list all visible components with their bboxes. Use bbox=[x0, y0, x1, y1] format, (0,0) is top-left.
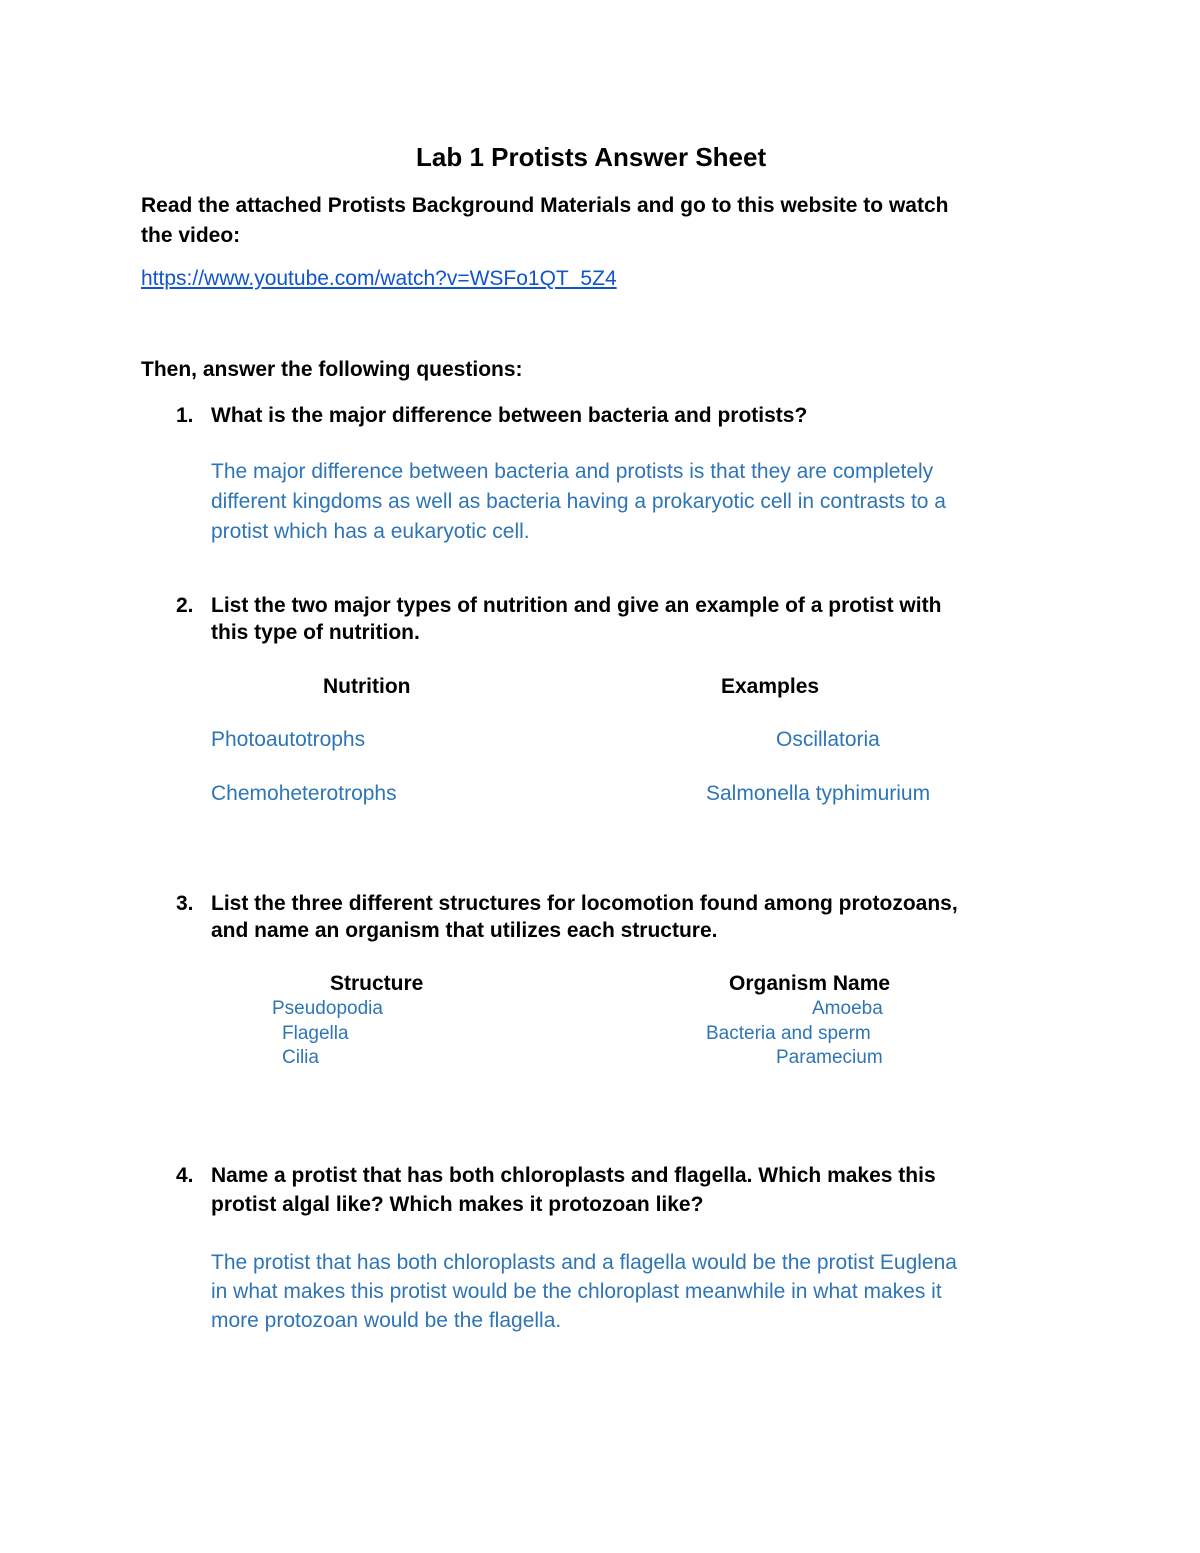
page-title: Lab 1 Protists Answer Sheet bbox=[416, 142, 767, 172]
q2-number: 2. bbox=[176, 594, 194, 617]
q2-question-line-1: List the two major types of nutrition and give an example of a protist with bbox=[211, 594, 942, 617]
q4-question-line-2: protist algal like? Which makes it protozoan like? bbox=[211, 1193, 704, 1216]
q3-header-structure: Structure bbox=[330, 972, 424, 995]
intro-line-2: the video: bbox=[141, 224, 241, 247]
q3-row-3-organism: Paramecium bbox=[776, 1047, 883, 1068]
q4-answer-line-2: in what makes this protist would be the chloroplast meanwhile in what makes it bbox=[211, 1280, 942, 1303]
q3-header-organism: Organism Name bbox=[729, 972, 891, 995]
q3-number: 3. bbox=[176, 892, 194, 915]
q3-row-1-structure: Pseudopodia bbox=[272, 998, 383, 1019]
q4-question-line-1: Name a protist that has both chloroplasts and flagella. Which makes this bbox=[211, 1164, 936, 1187]
q4-number: 4. bbox=[176, 1164, 194, 1187]
q1-answer-line-3: protist which has a eukaryotic cell. bbox=[211, 520, 530, 543]
q2-row-1-example: Oscillatoria bbox=[776, 728, 880, 751]
q1-answer-line-1: The major difference between bacteria and protists is that they are completely bbox=[211, 460, 934, 483]
q3-row-3-structure: Cilia bbox=[282, 1047, 319, 1068]
q1-question: What is the major difference between bacteria and protists? bbox=[211, 404, 808, 427]
q2-row-2-nutrition: Chemoheterotrophs bbox=[211, 782, 397, 805]
q3-question-line-2: and name an organism that utilizes each structure. bbox=[211, 919, 718, 942]
q3-row-1-organism: Amoeba bbox=[812, 998, 883, 1019]
instructions: Then, answer the following questions: bbox=[141, 358, 523, 381]
q2-header-examples: Examples bbox=[721, 675, 820, 698]
q4-answer-line-1: The protist that has both chloroplasts and a flagella would be the protist Euglena bbox=[211, 1251, 957, 1274]
q1-answer-line-2: different kingdoms as well as bacteria having a prokaryotic cell in contrasts to a bbox=[211, 490, 946, 513]
intro-line-1: Read the attached Protists Background Materials and go to this website to watch bbox=[141, 194, 949, 217]
q2-row-2-example: Salmonella typhimurium bbox=[706, 782, 931, 805]
q4-answer-line-3: more protozoan would be the flagella. bbox=[211, 1309, 562, 1332]
video-link[interactable]: https://www.youtube.com/watch?v=WSFo1QT_5Z4 bbox=[141, 267, 617, 290]
q1-number: 1. bbox=[176, 404, 194, 427]
q3-row-2-structure: Flagella bbox=[282, 1023, 349, 1044]
q2-header-nutrition: Nutrition bbox=[323, 675, 411, 698]
q2-row-1-nutrition: Photoautotrophs bbox=[211, 728, 366, 751]
q3-row-2-organism: Bacteria and sperm bbox=[706, 1023, 871, 1044]
q3-question-line-1: List the three different structures for locomotion found among protozoans, bbox=[211, 892, 958, 915]
q2-question-line-2: this type of nutrition. bbox=[211, 621, 420, 644]
